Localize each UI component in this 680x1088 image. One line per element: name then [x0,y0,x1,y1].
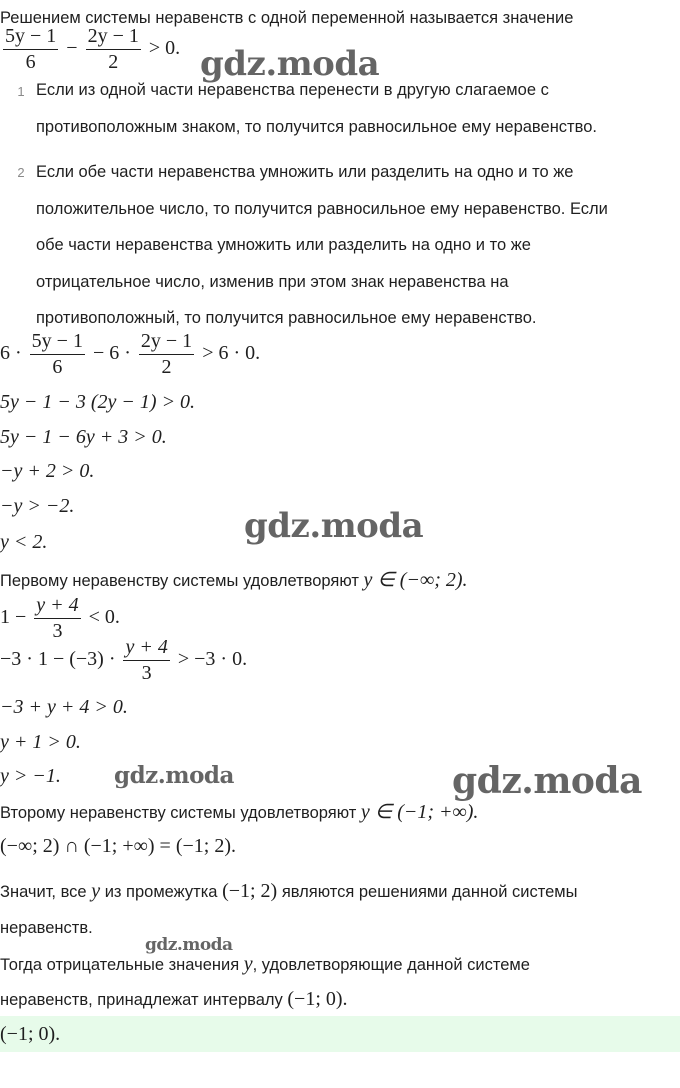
multiply-step: 6 · $\frac{5y - 1}{6}$ − 6 · $\frac{2y - 1}{2}$ > 6 · 0. [0,330,261,378]
rule-2: Если обе части неравенства умножить или разделить на одно и то же положительное число, то получится равносильное ему неравенство. Если обе части неравенства умножить или разделить на одно и то же отрицательное число, изменив при этом знак неравенства на противоположный, то получится равносильное ему неравенство. [36,163,608,327]
fraction: $\frac{y + 4}{3}$ [125,636,168,684]
fraction: $\frac{y + 4}{3}$ [36,594,79,642]
watermark: gdz.moda [452,760,642,802]
step-line: y + 1 > 0. [0,731,81,753]
fraction: $\frac{2y - 1}{2}$ [140,330,193,378]
step-line: y > −1. [0,765,61,787]
negative-line-2: неравенств, принадлежат интервалу (−1; 0). [0,988,348,1010]
step-line: −3 + y + 4 > 0. [0,696,128,718]
negative-line-1: Тогда отрицательные значения y, удовлетворяющие данной системе [0,953,530,975]
step-line: y < 2. [0,531,48,553]
step-line: −y + 2 > 0. [0,460,95,482]
step-line: −y > −2. [0,495,75,517]
fraction: $\frac{2y - 1}{2}$ [87,25,139,73]
conclusion-line-1: Значит, все y из промежутка (−1; 2) являются решениями данной системы [0,880,578,902]
intersection: (−∞; 2) ∩ (−1; +∞) = (−1; 2). [0,835,236,857]
intro-text: Решением системы неравенств с одной переменной называется значение [0,9,574,27]
step-line: 5y − 1 − 3 (2y − 1) > 0. [0,391,196,413]
inequality-1: $\frac{5y - 1}{6}$ − $\frac{2y - 1}{2}$ > 0. [5,25,181,73]
watermark: gdz.moda [200,44,380,84]
inequality-2-multiply: −3 · 1 − (−3) · $\frac{y + 4}{3}$ > −3 · 0. [0,636,248,684]
fraction: $\frac{5y - 1}{6}$ [5,25,57,73]
watermark: gdz.moda [244,506,424,546]
answer-box [0,1016,680,1052]
rule-number: 2 [17,165,25,180]
watermark: gdz.moda [145,935,233,955]
inequality-2: 1 − $\frac{y + 4}{3}$ < 0. [0,594,120,642]
fraction: $\frac{5y - 1}{6}$ [31,330,83,378]
conclusion-line-2: неравенств. [0,919,93,937]
watermark: gdz.moda [114,762,234,789]
rule-number: 1 [17,84,25,99]
second-solution-set: Второму неравенству системы удовлетворяют y ∈ (−1; +∞). [0,801,479,823]
answer-text: (−1; 0). [0,1023,61,1045]
first-solution-set: Первому неравенству системы удовлетворяют y ∈ (−∞; 2). [0,569,468,591]
rule-1: Если из одной части неравенства перенести в другую слагаемое с противоположным знаком, то получится равносильное ему неравенство. [36,81,597,136]
step-line: 5y − 1 − 6y + 3 > 0. [0,426,167,448]
